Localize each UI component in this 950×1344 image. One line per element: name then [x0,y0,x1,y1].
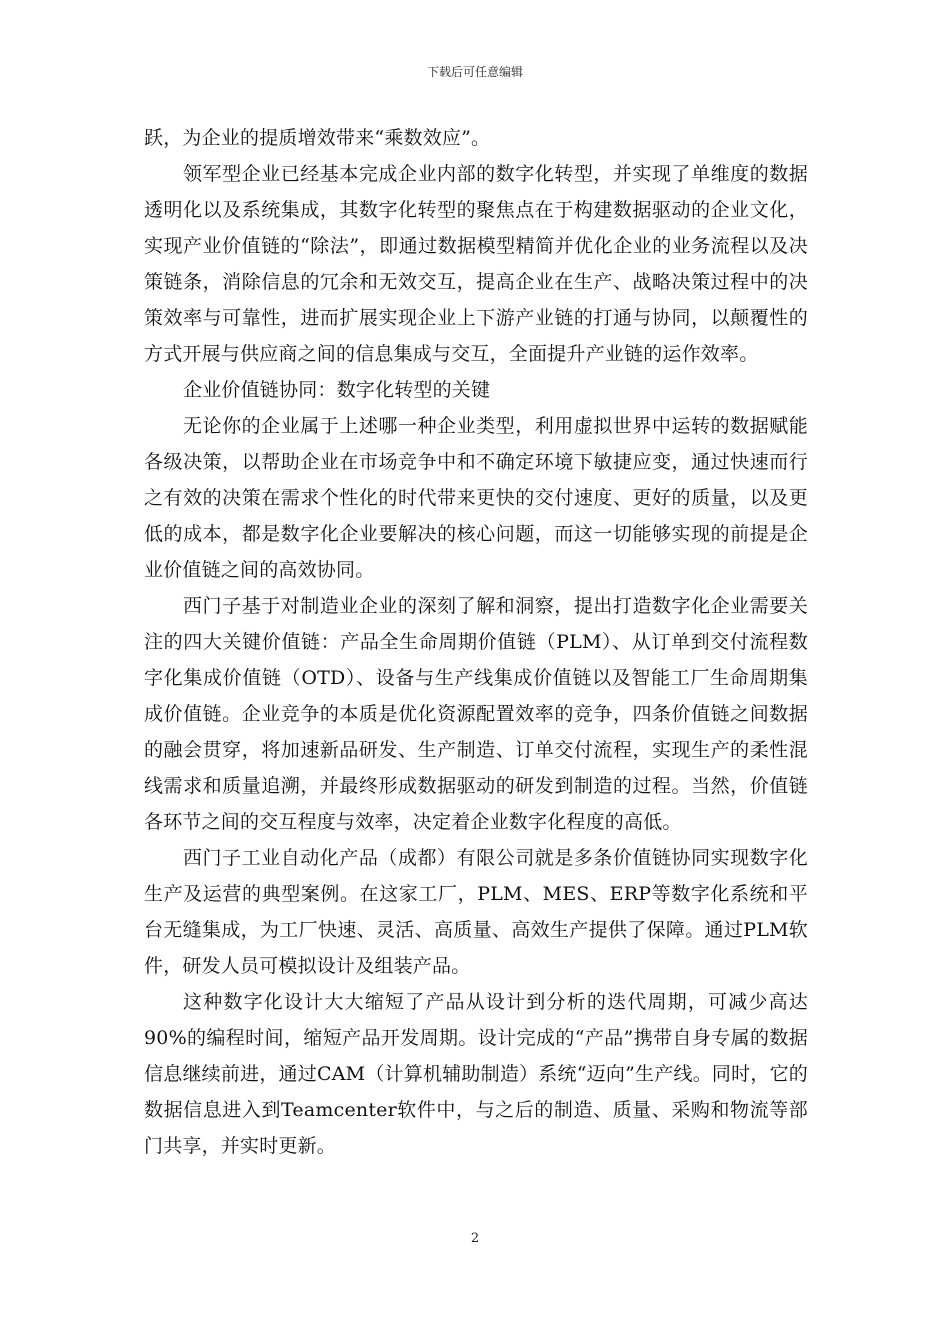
page-header: 下载后可任意编辑 [426,65,523,79]
document-body [144,120,808,1164]
paragraph-chengdu-case: 西门子工业自动化产品（成都）有限公司就是多条价值链协同实现数字化生产及运营的典型案例。在这家工厂，PLM、MES、ERP等数字化系统和平台无缝集成，为工厂快速、灵活、高质量、高效生产提供了保障。通过PLM软件，研发人员可模拟设计及组装产品。 [144,847,808,977]
section-heading: 企业价值链协同：数字化转型的关键 [183,379,491,401]
paragraph-continuation: 跃，为企业的提质增效带来“乘数效应”。 [144,127,491,149]
page-number: 2 [470,1231,480,1246]
paragraph-value-chain-collaboration: 无论你的企业属于上述哪一种企业类型，利用虚拟世界中运转的数据赋能各级决策，以帮助企业在市场竞争中和不确定环境下敏捷应变，通过快速而行之有效的决策在需求个性化的时代带来更快的交付速度、更好的质量，以及更低的成本，都是数字化企业要解决的核心问题，而这一切能够实现的前提是企业价值链之间的高效协同。 [144,415,808,581]
paragraph-leading-enterprises: 领军型企业已经基本完成企业内部的数字化转型，并实现了单维度的数据透明化以及系统集成，其数字化转型的聚焦点在于构建数据驱动的企业文化，实现产业价值链的“除法”，即通过数据模型精简并优化企业的业务流程以及决策链条，消除信息的冗余和无效交互，提高企业在生产、战略决策过程中的决策效率与可靠性，进而扩展实现企业上下游产业链的打通与协同，以颠覆性的方式开展与供应商之间的信息集成与交互，全面提升产业链的运作效率。 [144,163,808,365]
paragraph-digital-design: 这种数字化设计大大缩短了产品从设计到分析的迭代周期，可减少高达90%的编程时间，缩短产品开发周期。设计完成的“产品”携带自身专属的数据信息继续前进，通过CAM（计算机辅助制造）系统“迈向”生产线。同时，它的数据信息进入到Teamcenter软件中，与之后的制造、质量、采购和物流等部门共享，并实时更新。 [144,991,808,1157]
paragraph-four-value-chains: 西门子基于对制造业企业的深刻了解和洞察，提出打造数字化企业需要关注的四大关键价值链：产品全生命周期价值链（PLM）、从订单到交付流程数字化集成价值链（OTD）、设备与生产线集成价值链以及智能工厂生命周期集成价值链。企业竞争的本质是优化资源配置效率的竞争，四条价值链之间数据的融会贯穿，将加速新品研发、生产制造、订单交付流程，实现生产的柔性混线需求和质量追溯，并最终形成数据驱动的研发到制造的过程。当然，价值链各环节之间的交互程度与效率，决定着企业数字化程度的高低。 [144,595,808,833]
